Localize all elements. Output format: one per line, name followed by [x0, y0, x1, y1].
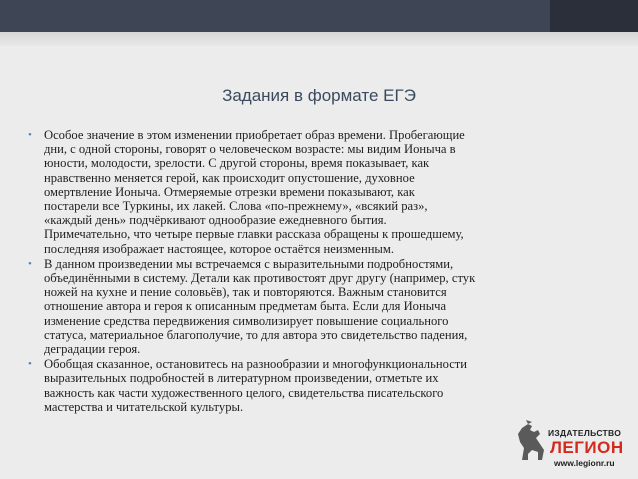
bullet-line: важность как части художественного целого, свидетельства писательского — [44, 385, 444, 400]
publisher-logo — [514, 416, 630, 474]
bullet-line: В данном произведении мы встречаемся с выразительными подробностями, — [44, 256, 454, 271]
bullet-icon: • — [28, 257, 32, 270]
bullet-line: омертвление Ионыча. Отмеряемые отрезки времени показывают, как — [44, 184, 415, 199]
bullet-item — [28, 357, 608, 414]
bullet-item — [28, 257, 608, 356]
bullet-text — [44, 357, 608, 414]
bullet-icon: • — [28, 129, 32, 141]
logo-publisher-text: ИЗДАТЕЛЬСТВО — [548, 428, 622, 438]
bullet-text — [44, 128, 608, 256]
bullet-text — [44, 257, 608, 356]
logo-url-text: www.legionr.ru — [554, 458, 615, 468]
bullet-line: изменение средства передвижения символизирует повышение социального — [44, 313, 449, 328]
bullet-line: ножей на кухне и пение соловьёв), так и повторяются. Важным становится — [44, 285, 447, 300]
bullet-line: объединёнными в систему. Детали как противостоят друг другу (например, стук — [44, 271, 476, 286]
top-bar-accent — [550, 0, 638, 32]
bullet-line: «каждый день» подчёркивают однообразие ежедневного бытия. — [44, 213, 387, 228]
logo-name-text: ЛЕГИОН — [550, 438, 624, 457]
bullet-line: выразительных подробностей в литературном произведении, отметьте их — [44, 371, 439, 386]
bullet-line: отношение автора и героя к описанным предметам быта. Если для Ионыча — [44, 299, 447, 314]
bullet-line: юности, молодости, зрелости. С другой стороны, время показывает, как — [44, 156, 430, 171]
bullet-line: Особое значение в этом изменении приобретает образ времени. Пробегающие — [44, 128, 465, 142]
bullet-line: мастерства и читательской культуры. — [44, 399, 244, 414]
horse-icon — [514, 420, 548, 464]
bullet-item — [28, 128, 608, 256]
bullet-icon: • — [28, 358, 32, 371]
slide-content — [28, 128, 608, 415]
top-bar-band — [0, 32, 638, 46]
bullet-line: дни, с одной стороны, говорят о человеческом возрасте: мы видим Ионыча в — [44, 142, 456, 157]
bullet-line: статуса, материальное благополучие, то для автора это свидетельство падения, — [44, 327, 468, 342]
bullet-line: деградации героя. — [44, 342, 141, 357]
bullet-line: Примечательно, что четыре первые главки рассказа обращены к прошедшему, — [44, 227, 464, 242]
slide-title: Задания в формате ЕГЭ — [222, 86, 416, 105]
bullet-line: постарели все Туркины, их лакей. Слова «по-прежнему», «всякий раз», — [44, 199, 428, 214]
top-bar — [0, 0, 638, 32]
bullet-line: последняя изображает настоящее, которое остаётся неизменным. — [44, 241, 395, 256]
bullet-line: Обобщая сказанное, остановитесь на разнообразии и многофункциональности — [44, 357, 468, 372]
bullet-line: нравственно меняется герой, как происходит опустошение, духовное — [44, 170, 415, 185]
